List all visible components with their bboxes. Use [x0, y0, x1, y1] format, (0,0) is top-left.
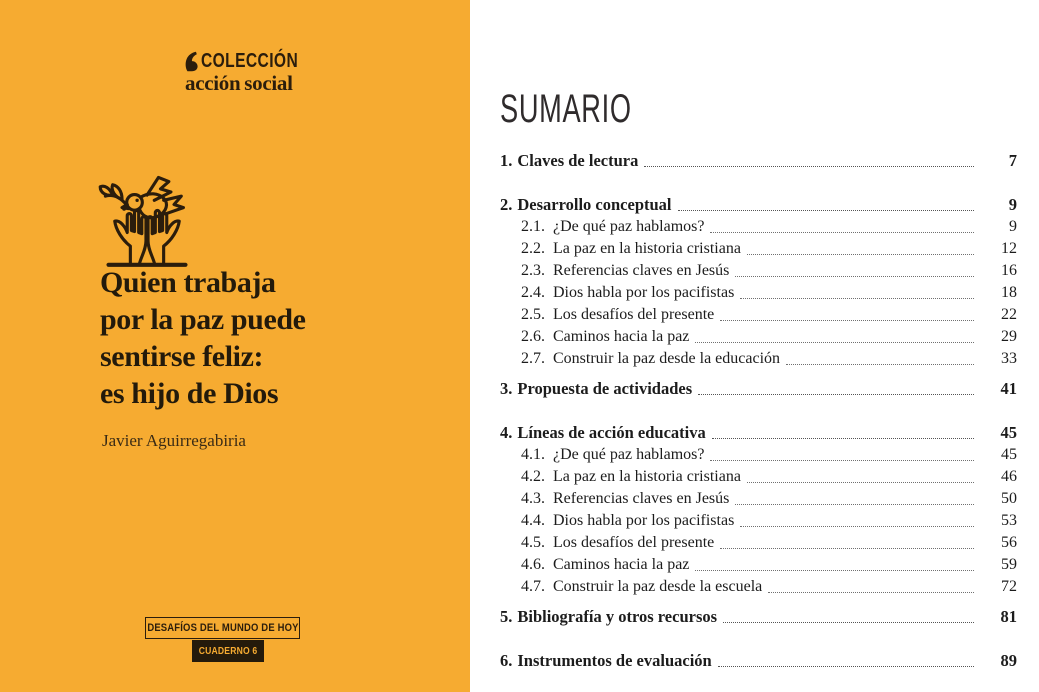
toc-label: Propuesta de actividades — [517, 379, 693, 398]
toc-page-number: 33 — [1001, 350, 1017, 367]
dotted-leader — [710, 460, 974, 461]
toc-row — [500, 216, 1017, 238]
toc-page-number: 53 — [1001, 512, 1017, 529]
toc-row — [500, 488, 1017, 510]
table-of-contents — [500, 150, 1017, 672]
toc-page-number: 50 — [1001, 490, 1017, 507]
toc-row — [500, 650, 1017, 672]
sumario-page — [470, 0, 1039, 692]
toc-label: Referencias claves en Jesús — [553, 262, 730, 279]
book-title-line: por la paz puede — [100, 303, 306, 336]
toc-page-number: 29 — [1001, 328, 1017, 345]
toc-number: 4.4. — [521, 512, 545, 529]
collection-name: COLECCIÓN — [201, 50, 299, 72]
toc-number: 2.4. — [521, 284, 545, 301]
toc-label: ¿De qué paz hablamos? — [553, 218, 705, 235]
toc-number: 2.3. — [521, 262, 545, 279]
toc-label: Construir la paz desde la escuela — [553, 578, 763, 595]
toc-label: La paz en la historia cristiana — [553, 240, 741, 257]
toc-page-number: 18 — [1001, 284, 1017, 301]
book-title-line: Quien trabaja — [100, 266, 276, 299]
toc-label: Desarrollo conceptual — [517, 195, 672, 214]
toc-row — [500, 260, 1017, 282]
toc-row — [500, 238, 1017, 260]
book-cover — [0, 0, 470, 692]
page-title: SUMARIO — [500, 87, 632, 131]
toc-label: Instrumentos de evaluación — [517, 651, 712, 670]
toc-label: Referencias claves en Jesús — [553, 490, 730, 507]
toc-row — [500, 444, 1017, 466]
dotted-leader — [735, 504, 974, 505]
toc-page-number: 16 — [1001, 262, 1017, 279]
toc-row — [500, 304, 1017, 326]
toc-label: Los desafíos del presente — [553, 306, 715, 323]
dotted-leader — [698, 394, 974, 395]
toc-label: Caminos hacia la paz — [553, 328, 690, 345]
toc-label: Líneas de acción educativa — [517, 423, 706, 442]
toc-number: 2.5. — [521, 306, 545, 323]
toc-row — [500, 348, 1017, 370]
toc-page-number: 9 — [1008, 195, 1017, 214]
toc-number: 2. — [500, 195, 513, 214]
toc-number: 5. — [500, 607, 513, 626]
toc-number: 4.6. — [521, 556, 545, 573]
dotted-leader — [695, 342, 974, 343]
dotted-leader — [735, 276, 974, 277]
toc-page-number: 9 — [1009, 218, 1017, 235]
toc-number: 4.7. — [521, 578, 545, 595]
toc-number: 3. — [500, 379, 513, 398]
toc-number: 4. — [500, 423, 513, 442]
book-author: Javier Aguirregabiria — [102, 431, 246, 450]
toc-label: La paz en la historia cristiana — [553, 468, 741, 485]
toc-page-number: 12 — [1001, 240, 1017, 257]
dove-over-hands-icon — [95, 166, 199, 270]
toc-row — [500, 554, 1017, 576]
dotted-leader — [710, 232, 974, 233]
toc-number: 4.3. — [521, 490, 545, 507]
toc-page-number: 81 — [1000, 607, 1017, 626]
dotted-leader — [678, 210, 974, 211]
toc-label: Los desafíos del presente — [553, 534, 715, 551]
toc-page-number: 41 — [1000, 379, 1017, 398]
toc-row — [500, 150, 1017, 172]
toc-page-number: 89 — [1000, 651, 1017, 670]
dotted-leader — [718, 666, 974, 667]
dotted-leader — [720, 548, 974, 549]
dotted-leader — [740, 298, 974, 299]
toc-page-number: 7 — [1008, 151, 1017, 170]
toc-page-number: 72 — [1001, 578, 1017, 595]
toc-label: ¿De qué paz hablamos? — [553, 446, 705, 463]
toc-row — [500, 576, 1017, 598]
toc-label: Construir la paz desde la educación — [553, 350, 781, 367]
toc-row — [500, 606, 1017, 628]
toc-number: 2.7. — [521, 350, 545, 367]
book-title-line: sentirse feliz: — [100, 340, 264, 373]
toc-label: Dios habla por los pacifistas — [553, 284, 735, 301]
toc-row — [500, 378, 1017, 400]
toc-row — [500, 282, 1017, 304]
quote-mark-icon — [185, 51, 198, 72]
dotted-leader — [644, 166, 974, 167]
collection-logo — [185, 50, 326, 94]
toc-row — [500, 532, 1017, 554]
dotted-leader — [720, 320, 974, 321]
toc-number: 2.1. — [521, 218, 545, 235]
toc-number: 6. — [500, 651, 513, 670]
dotted-leader — [723, 622, 974, 623]
issue-badge: CUADERNO 6 — [192, 640, 264, 662]
dotted-leader — [740, 526, 974, 527]
toc-number: 4.5. — [521, 534, 545, 551]
toc-page-number: 45 — [1001, 446, 1017, 463]
toc-page-number: 46 — [1001, 468, 1017, 485]
dotted-leader — [747, 482, 974, 483]
dotted-leader — [768, 592, 974, 593]
dotted-leader — [695, 570, 974, 571]
toc-label: Dios habla por los pacifistas — [553, 512, 735, 529]
toc-row — [500, 194, 1017, 216]
toc-row — [500, 422, 1017, 444]
toc-number: 4.2. — [521, 468, 545, 485]
book-title-line: es hijo de Dios — [100, 377, 279, 410]
toc-label: Caminos hacia la paz — [553, 556, 690, 573]
toc-label: Claves de lectura — [517, 151, 639, 170]
toc-page-number: 56 — [1001, 534, 1017, 551]
series-badge: DESAFÍOS DEL MUNDO DE HOY — [145, 617, 300, 639]
toc-number: 2.2. — [521, 240, 545, 257]
dotted-leader — [786, 364, 974, 365]
toc-page-number: 59 — [1001, 556, 1017, 573]
toc-row — [500, 466, 1017, 488]
dotted-leader — [712, 438, 974, 439]
toc-number: 4.1. — [521, 446, 545, 463]
toc-page-number: 22 — [1001, 306, 1017, 323]
toc-number: 1. — [500, 151, 513, 170]
toc-page-number: 45 — [1000, 423, 1017, 442]
book-title — [100, 264, 306, 412]
toc-row — [500, 510, 1017, 532]
toc-label: Bibliografía y otros recursos — [517, 607, 718, 626]
collection-subname: acción social — [185, 71, 293, 95]
toc-row — [500, 326, 1017, 348]
dotted-leader — [747, 254, 974, 255]
toc-number: 2.6. — [521, 328, 545, 345]
